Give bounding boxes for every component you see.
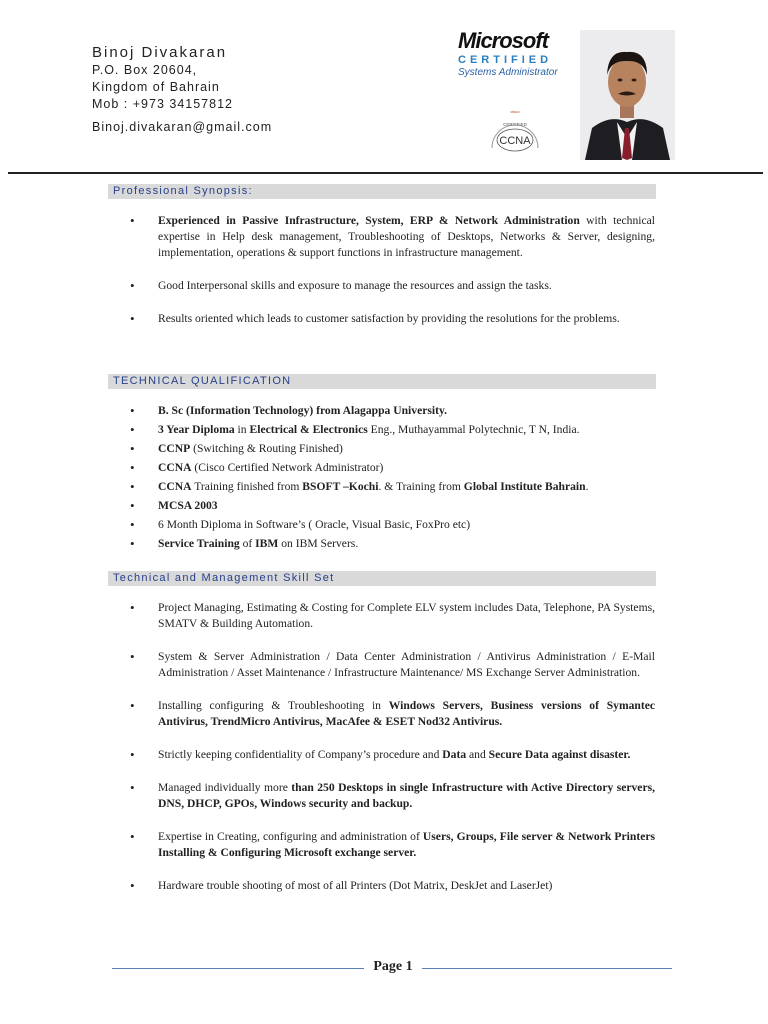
qualification-item: • 6 Month Diploma in Software’s ( Oracle, Visual Basic, FoxPro etc) (130, 517, 655, 533)
country: Kingdom of Bahrain (92, 80, 220, 94)
synopsis-item: • Experienced in Passive Infrastructure, System, ERP & Network Administration with technical expertise in Help desk management, Troubleshooting of Desktops, Networks & Server, designing, implementation, operations & support functions in infrastructure management. (130, 213, 655, 261)
po-box: P.O. Box 20604, (92, 63, 198, 77)
qualification-item: • CCNA (Cisco Certified Network Administrator) (130, 460, 655, 476)
ccna-certified-text: CERTIFIED (503, 122, 527, 127)
page-number: Page 1 (373, 959, 413, 974)
contact-block (92, 44, 272, 136)
systems-admin-label: Systems Administrator (458, 67, 558, 78)
section-heading-technical: TECHNICAL QUALIFICATION (108, 374, 656, 389)
skill-item: • Hardware trouble shooting of most of all Printers (Dot Matrix, DeskJet and LaserJet) (130, 878, 655, 894)
skill-item: • Managed individually more than 250 Desktops in single Infrastructure with Active Directory servers, DNS, DHCP, GPOs, Windows security and backup. (130, 780, 655, 812)
cisco-wordmark: cisco (510, 109, 520, 114)
profile-photo (580, 30, 675, 160)
skill-item: • System & Server Administration / Data Center Administration / Antivirus Administration / E-Mail Administration / Asset Maintenance / Infrastructure Maintenance/ MS Exchange Server Administration. (130, 649, 655, 681)
synopsis-item: • Good Interpersonal skills and exposure to manage the resources and assign the tasks. (130, 278, 655, 294)
email-link[interactable]: Binoj.divakaran@gmail.com (92, 120, 273, 134)
microsoft-certified-logo (458, 30, 570, 78)
qualification-item: • CCNP (Switching & Routing Finished) (130, 441, 655, 457)
skill-item: • Installing configuring & Troubleshooting in Windows Servers, Business versions of Symantec Antivirus, TrendMicro Antivirus, MacAfee & ESET Nod32 Antivirus. (130, 698, 655, 730)
qualification-item: • Service Training of IBM on IBM Servers. (130, 536, 655, 552)
synopsis-item: • Results oriented which leads to customer satisfaction by providing the resolutions for the problems. (130, 311, 655, 327)
certified-label: CERTIFIED (458, 54, 553, 66)
synopsis-list (130, 213, 655, 344)
mobile: Mob : +973 34157812 (92, 97, 233, 111)
microsoft-wordmark: Microsoft (458, 28, 548, 53)
skill-item: • Project Managing, Estimating & Costing for Complete ELV system includes Data, Telephone, PA Systems, SMATV & Building Automation. (130, 600, 655, 632)
qualification-item: • MCSA 2003 (130, 498, 655, 514)
skill-item: • Expertise in Creating, configuring and administration of Users, Groups, File server & Network Printers Installing & Configuring Microsoft exchange server. (130, 829, 655, 861)
skill-item: • Strictly keeping confidentiality of Company’s procedure and Data and Secure Data against disaster. (130, 747, 655, 763)
section-heading-skills: Technical and Management Skill Set (108, 571, 656, 586)
header-divider (8, 172, 763, 174)
skills-list (130, 600, 655, 911)
footer-rule-right (422, 968, 672, 969)
section-heading-synopsis: Professional Synopsis: (108, 184, 656, 199)
ccna-badge-logo (484, 108, 546, 160)
technical-list (130, 403, 655, 555)
qualification-item: • B. Sc (Information Technology) from Alagappa University. (130, 403, 655, 419)
qualification-item: • CCNA Training finished from BSOFT –Kochi. & Training from Global Institute Bahrain. (130, 479, 655, 495)
footer-rule-left (112, 968, 364, 969)
ccna-text: CCNA (499, 135, 531, 147)
qualification-item: • 3 Year Diploma in Electrical & Electronics Eng., Muthayammal Polytechnic, T N, India. (130, 422, 655, 438)
candidate-name: Binoj Divakaran (92, 44, 228, 61)
